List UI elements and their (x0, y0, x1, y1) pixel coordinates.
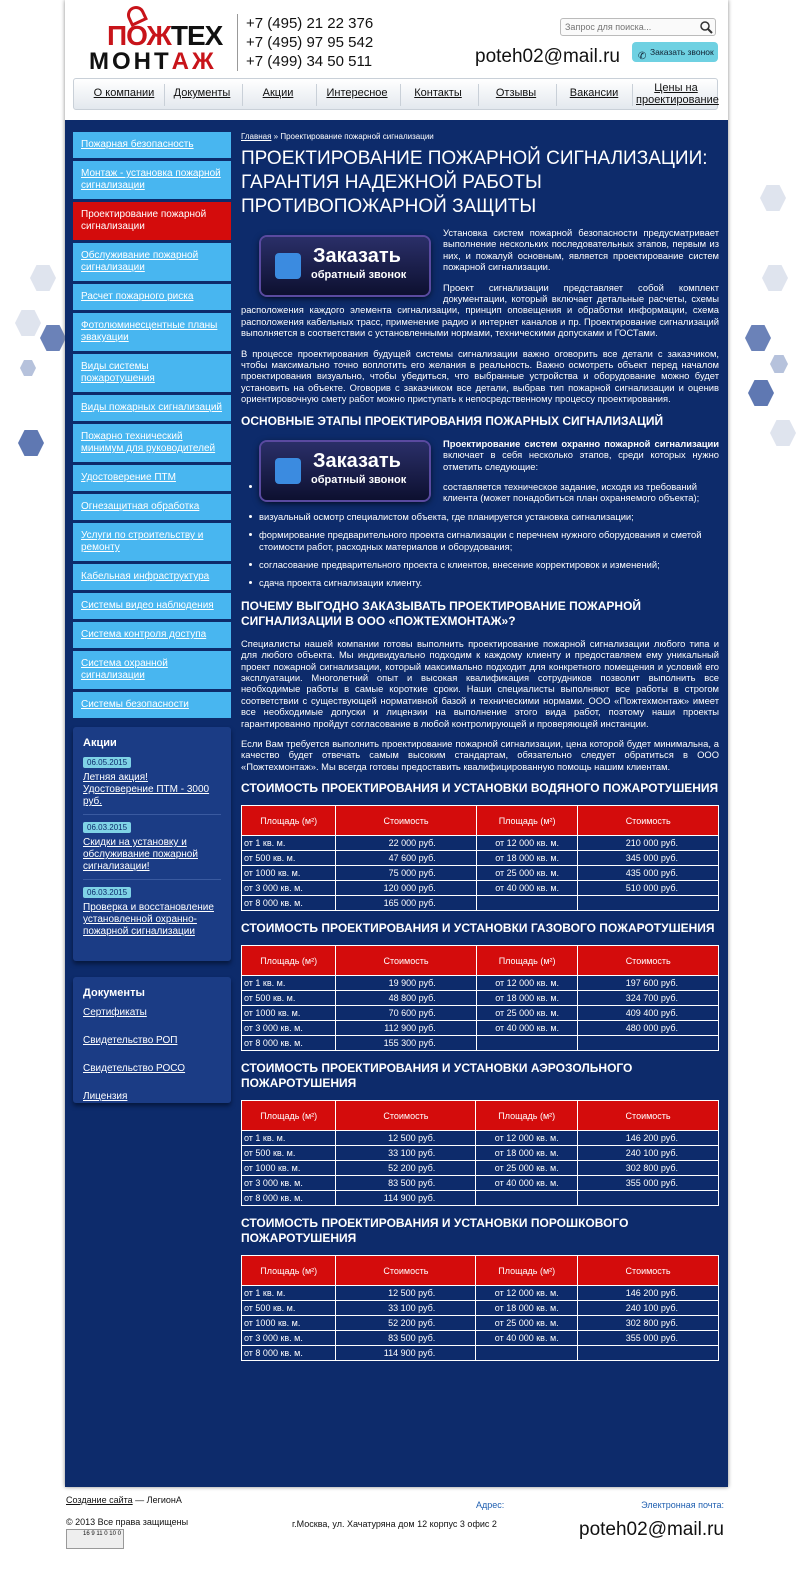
table-cell: от 500 кв. м. (242, 1301, 336, 1316)
news-item (83, 757, 221, 815)
price-table-title: СТОИМОСТЬ ПРОЕКТИРОВАНИЯ И УСТАНОВКИ ПОРОШКОВОГО ПОЖАРОТУШЕНИЯ (241, 1216, 629, 1246)
decor-hexagon (745, 325, 771, 351)
table-header: Площадь (м²) (242, 1256, 336, 1286)
address: г.Москва, ул. Хачатуряна дом 12 корпус 3 офис 2 (292, 1519, 497, 1529)
table-cell: от 1000 кв. м. (242, 1006, 336, 1021)
table-cell: 120 000 руб. (336, 881, 477, 896)
doc-link[interactable]: Свидетельство РОП (83, 1035, 178, 1046)
phone-number: +7 (495) 97 95 542 (246, 34, 374, 51)
table-cell: 197 600 руб. (578, 976, 719, 991)
table-cell: 155 300 руб. (336, 1036, 477, 1051)
decor-hexagon (15, 310, 41, 336)
table-cell: от 3 000 кв. м. (242, 1331, 336, 1346)
news-link[interactable]: Летняя акция! Удостоверение ПТМ - 3000 руб. (83, 772, 210, 807)
telephone-icon (275, 458, 301, 484)
callback-banner-button[interactable]: Заказать обратный звонок (261, 442, 429, 500)
table-cell: 114 900 руб. (336, 1346, 476, 1361)
table-cell: 33 100 руб. (336, 1301, 476, 1316)
price-table (241, 1100, 719, 1206)
sidebar-item[interactable]: Пожарно технический минимум для руководителей (73, 424, 231, 463)
nav-item-promos[interactable]: Акции (262, 87, 294, 99)
table-cell: 12 500 руб. (336, 1286, 476, 1301)
table-header: Площадь (м²) (476, 806, 578, 836)
address-label: Адрес: (476, 1500, 505, 1510)
table-cell: 302 800 руб. (578, 1316, 719, 1331)
sidebar-item[interactable]: Услуги по строительству и ремонту (73, 523, 231, 562)
news-link[interactable]: Проверка и восстановление установленной охранно-пожарной сигнализации (83, 902, 214, 937)
telephone-icon (275, 253, 301, 279)
news-link[interactable]: Скидки на установку и обслуживание пожарной сигнализации! (83, 837, 198, 872)
developer-link[interactable]: Создание сайта (66, 1495, 133, 1505)
sidebar-item[interactable]: Системы видео наблюдения (73, 593, 231, 620)
documents-title: Документы (83, 987, 145, 999)
paragraph: Специалисты нашей компании готовы выполнить проектирование пожарной сигнализации любого типа и для любого объекта. Мы индивидуально подходим к каждому клиенту и предоставляем ему уникальный проект пожарной сигнализации, который максимально подходит для конкретного помещения и условий его эксплуатации. Многолетний опыт и высокая квалификация сотрудников позволит выполнить все необходимые работы в самые короткие сроки. Наши специалисты выполняют все работы в строгом соответствии с существующей нормативной базой и техническими нормами. ООО «Пожтехмонтаж» имеет все необходимые допуски и лицензии на выполнение этого вида работ, поэтому наши проекты гарантированно пройдут согласование в любой контролирующей и проверяющей инстанции. (241, 637, 719, 729)
table-cell: 48 800 руб. (336, 991, 477, 1006)
table-cell: от 1000 кв. м. (242, 866, 336, 881)
search-input[interactable] (561, 19, 691, 35)
phone-number: +7 (495) 21 22 376 (246, 15, 374, 32)
price-table-title: СТОИМОСТЬ ПРОЕКТИРОВАНИЯ И УСТАНОВКИ АЭРОЗОЛЬНОГО ПОЖАРОТУШЕНИЯ (241, 1061, 633, 1091)
table-cell: от 25 000 кв. м. (476, 866, 578, 881)
table-cell: от 1 кв. м. (242, 836, 336, 851)
table-cell: от 8 000 кв. м. (242, 1191, 336, 1206)
page-title: ПРОЕКТИРОВАНИЕ ПОЖАРНОЙ СИГНАЛИЗАЦИИ: ГАРАНТИЯ НАДЕЖНОЙ РАБОТЫ ПРОТИВОПОЖАРНОЙ ЗАЩИТЫ (241, 148, 708, 217)
table-cell: 240 100 руб. (578, 1146, 719, 1161)
table-cell: 240 100 руб. (578, 1301, 719, 1316)
table-cell: 33 100 руб. (336, 1146, 476, 1161)
call-request-button[interactable]: ✆ Заказать звонок (632, 42, 718, 62)
callback-banner-button[interactable]: Заказать обратный звонок (261, 237, 429, 295)
table-cell (578, 1346, 719, 1361)
sidebar-item[interactable]: Фотолюминесцентные планы эвакуации (73, 313, 231, 352)
decor-hexagon (18, 430, 44, 456)
decor-hexagon (762, 265, 788, 291)
phone-icon: ✆ (638, 51, 647, 62)
table-cell: 83 500 руб. (336, 1331, 476, 1346)
table-cell: от 3 000 кв. м. (242, 881, 336, 896)
paragraph: Установка систем пожарной безопасности предусматривает выполнение нескольких последовательных этапов, первым из них, и пожалуй основным, является проектирование систем пожарной сигнализации. (443, 227, 719, 273)
doc-link[interactable]: Свидетельство РОСО (83, 1063, 186, 1074)
nav-item-vacancies[interactable]: Вакансии (569, 87, 619, 99)
table-cell: 22 000 руб. (336, 836, 477, 851)
sidebar-item[interactable]: Удостоверение ПТМ (73, 465, 231, 492)
phone-list (237, 14, 373, 71)
paragraph: Проектирование систем охранно пожарной сигнализации включает в себя несколько этапов, среди которых нужно отметить следующие: (443, 437, 719, 472)
main-container (65, 0, 728, 1487)
sidebar-item[interactable]: Виды пожарных сигнализаций (73, 395, 231, 422)
footer-email[interactable]: poteh02@mail.ru (579, 1519, 724, 1540)
table-cell: 210 000 руб. (578, 836, 719, 851)
table-cell: 83 500 руб. (336, 1176, 476, 1191)
sidebar-item[interactable]: Система охранной сигнализации (73, 651, 231, 690)
table-cell: 114 900 руб. (336, 1191, 476, 1206)
table-row (242, 866, 719, 881)
table-cell: 409 400 руб. (578, 1006, 719, 1021)
table-cell: 112 900 руб. (336, 1021, 477, 1036)
news-date: 06.03.2015 (83, 822, 131, 833)
sidebar-item[interactable]: Кабельная инфраструктура (73, 564, 231, 591)
table-cell (476, 1191, 578, 1206)
steps-list (241, 481, 719, 589)
table-cell: 75 000 руб. (336, 866, 477, 881)
doc-link[interactable]: Сертификаты (83, 1007, 147, 1018)
table-header: Стоимость (336, 806, 477, 836)
nav-item-reviews[interactable]: Отзывы (495, 87, 537, 99)
news-box (73, 727, 231, 961)
nav-item-interesting[interactable]: Интересное (326, 87, 388, 99)
list-item: визуальный осмотр специалистом объекта, где планируется установка сигнализации; (241, 511, 719, 522)
table-cell: от 25 000 кв. м. (476, 1316, 578, 1331)
documents-box (73, 977, 231, 1103)
sidebar (73, 132, 231, 1119)
table-cell: от 500 кв. м. (242, 1146, 336, 1161)
news-item (83, 887, 221, 944)
list-item: составляется техническое задание, исходя из требований клиента (может понадобиться план охраняемого объекта); (241, 481, 719, 504)
table-cell: 19 900 руб. (336, 976, 477, 991)
search-icon[interactable] (699, 20, 713, 34)
table-cell: 480 000 руб. (578, 1021, 719, 1036)
table-cell: от 8 000 кв. м. (242, 1346, 336, 1361)
breadcrumb: Главная » Проектирование пожарной сигнализации (241, 132, 434, 141)
table-header: Стоимость (578, 1101, 719, 1131)
decor-hexagon (748, 380, 774, 406)
table-row (242, 1346, 719, 1361)
price-tables (241, 781, 719, 1361)
table-cell: от 25 000 кв. м. (476, 1161, 578, 1176)
sidebar-item[interactable]: Виды системы пожаротушения (73, 354, 231, 393)
table-cell: 52 200 руб. (336, 1316, 476, 1331)
decor-hexagon (40, 325, 66, 351)
nav-item-contacts[interactable]: Контакты (414, 87, 462, 99)
table-cell: 510 000 руб. (578, 881, 719, 896)
table-row (242, 1286, 719, 1301)
list-item: сдача проекта сигнализации клиенту. (241, 577, 719, 588)
table-cell: от 500 кв. м. (242, 851, 336, 866)
table-row (242, 881, 719, 896)
breadcrumb-home[interactable]: Главная (241, 132, 272, 141)
table-cell (578, 1036, 719, 1051)
table-cell (578, 1191, 719, 1206)
table-cell: от 18 000 кв. м. (476, 851, 578, 866)
table-header: Стоимость (578, 1256, 719, 1286)
nav-item-documents[interactable]: Документы (173, 87, 231, 99)
table-cell: 12 500 руб. (336, 1131, 476, 1146)
table-cell: от 18 000 кв. м. (476, 991, 578, 1006)
table-header: Стоимость (336, 946, 477, 976)
table-row (242, 1176, 719, 1191)
decor-hexagon (760, 185, 786, 211)
sidebar-item[interactable]: Монтаж - установка пожарной сигнализации (73, 161, 231, 200)
table-cell: от 8 000 кв. м. (242, 896, 336, 911)
table-cell: от 40 000 кв. м. (476, 881, 578, 896)
main-content (241, 132, 719, 1371)
table-cell: 355 000 руб. (578, 1331, 719, 1346)
table-cell: от 500 кв. м. (242, 991, 336, 1006)
table-row (242, 896, 719, 911)
table-cell: от 12 000 кв. м. (476, 1286, 578, 1301)
table-row (242, 1316, 719, 1331)
table-header: Стоимость (336, 1101, 476, 1131)
header-email[interactable]: poteh02@mail.ru (475, 46, 620, 67)
table-header: Площадь (м²) (476, 946, 578, 976)
sidebar-item[interactable]: Система контроля доступа (73, 622, 231, 649)
table-row (242, 1191, 719, 1206)
table-cell: 47 600 руб. (336, 851, 477, 866)
table-cell: 146 200 руб. (578, 1286, 719, 1301)
paragraph: Проект сигнализации представляет собой комплект документации, который включает детальные расчеты, схемы расположения каждого элемента сигнализации, принцип оповещения и обработки информации, схема расположения кабельных трасс, применение радио и интернет каналов и пр. Проектирование сигнализаций выполняется в соответствии с установленными нормами, техническими допусками и ГОСТами. (241, 281, 719, 339)
table-cell: от 3 000 кв. м. (242, 1021, 336, 1036)
table-row (242, 836, 719, 851)
table-cell: 345 000 руб. (578, 851, 719, 866)
copyright: © 2013 Все права защищены (66, 1517, 189, 1527)
price-table-title: СТОИМОСТЬ ПРОЕКТИРОВАНИЯ И УСТАНОВКИ ВОДЯНОГО ПОЖАРОТУШЕНИЯ (241, 781, 719, 796)
list-item: формирование предварительного проекта сигнализации с перечнем нужного оборудования и сметой стоимости работ, расходных материалов и оборудования; (241, 529, 719, 552)
table-cell: от 25 000 кв. м. (476, 1006, 578, 1021)
table-header: Площадь (м²) (476, 1101, 578, 1131)
table-row (242, 991, 719, 1006)
price-table-title: СТОИМОСТЬ ПРОЕКТИРОВАНИЯ И УСТАНОВКИ ГАЗОВОГО ПОЖАРОТУШЕНИЯ (241, 921, 715, 936)
table-cell (476, 896, 578, 911)
section-heading: ОСНОВНЫЕ ЭТАПЫ ПРОЕКТИРОВАНИЯ ПОЖАРНЫХ СИГНАЛИЗАЦИЙ (241, 413, 664, 428)
table-row (242, 1006, 719, 1021)
table-cell: от 40 000 кв. м. (476, 1021, 578, 1036)
table-row (242, 1036, 719, 1051)
table-cell: от 12 000 кв. м. (476, 976, 578, 991)
table-row (242, 976, 719, 991)
table-cell: 146 200 руб. (578, 1131, 719, 1146)
header (65, 0, 728, 120)
decor-hexagon (770, 355, 788, 373)
table-header: Площадь (м²) (242, 946, 336, 976)
search-box (560, 18, 716, 36)
decor-hexagon (770, 420, 796, 446)
table-cell: от 1 кв. м. (242, 1286, 336, 1301)
table-row (242, 1021, 719, 1036)
email-label: Электронная почта: (641, 1500, 724, 1510)
table-cell: от 1000 кв. м. (242, 1316, 336, 1331)
sidebar-menu (73, 132, 231, 719)
nav-item-about[interactable]: О компании (93, 87, 155, 99)
news-title: Акции (83, 737, 117, 749)
price-table (241, 945, 719, 1051)
table-cell: от 18 000 кв. м. (476, 1146, 578, 1161)
visit-counter[interactable]: 16 9 11 0 10 0 (66, 1529, 124, 1549)
news-item (83, 822, 221, 880)
decor-hexagon (30, 265, 56, 291)
price-table (241, 805, 719, 911)
table-cell: от 1000 кв. м. (242, 1161, 336, 1176)
top-nav (73, 78, 718, 110)
table-cell (476, 1036, 578, 1051)
paragraph: Если Вам требуется выполнить проектирование пожарной сигнализации, цена которой будет минимальна, а качество будет отвечать самым высоким стандартам, обязательно следует обратиться в ООО «Пожтехмонтаж». Мы всегда готовы предоставить квалифицированную помощь нашим клиентам. (241, 738, 719, 772)
table-cell: 355 000 руб. (578, 1176, 719, 1191)
table-row (242, 1131, 719, 1146)
sidebar-item[interactable]: Расчет пожарного риска (73, 284, 231, 311)
table-cell: 165 000 руб. (336, 896, 477, 911)
table-header: Площадь (м²) (242, 1101, 336, 1131)
price-table (241, 1255, 719, 1361)
table-cell: 435 000 руб. (578, 866, 719, 881)
table-cell: 70 600 руб. (336, 1006, 477, 1021)
table-cell: от 1 кв. м. (242, 976, 336, 991)
table-cell: от 3 000 кв. м. (242, 1176, 336, 1191)
phone-number: +7 (499) 34 50 511 (246, 53, 373, 70)
doc-link[interactable]: Лицензия (83, 1091, 128, 1102)
table-cell: от 1 кв. м. (242, 1131, 336, 1146)
table-row (242, 851, 719, 866)
paragraph: В процессе проектирования будущей системы сигнализации важно оговорить все детали с заказчиком, чтобы максимально точно воплотить его желания в реальность. Важно осмотреть объект перед началом проектирования визуально, чтобы убедиться, что выбранные устройства и оборудование можно будет установить на объекте. Оговорив с заказчиком все детали, выбрав тип пожарной сигнализации и оценив ориентировочную смету работ можно приступать к непосредственному процессу проектирования. (241, 347, 719, 405)
sidebar-item[interactable]: Пожарная безопасность (73, 132, 231, 159)
table-header: Стоимость (578, 806, 719, 836)
sidebar-item[interactable]: Обслуживание пожарной сигнализации (73, 243, 231, 282)
table-row (242, 1146, 719, 1161)
table-header: Площадь (м²) (476, 1256, 578, 1286)
table-header: Стоимость (336, 1256, 476, 1286)
decor-hexagon (20, 360, 36, 376)
table-cell: от 12 000 кв. м. (476, 1131, 578, 1146)
sidebar-item[interactable]: Проектирование пожарной сигнализации (73, 202, 231, 241)
table-cell: 324 700 руб. (578, 991, 719, 1006)
table-row (242, 1161, 719, 1176)
table-cell: от 12 000 кв. м. (476, 836, 578, 851)
developer-credit: Создание сайта — ЛегионА (66, 1495, 182, 1505)
sidebar-item[interactable]: Системы безопасности (73, 692, 231, 719)
section-heading: ПОЧЕМУ ВЫГОДНО ЗАКАЗЫВАТЬ ПРОЕКТИРОВАНИЕ ПОЖАРНОЙ СИГНАЛИЗАЦИИ В ООО «ПОЖТЕХМОНТАЖ»? (241, 598, 642, 628)
table-cell: 302 800 руб. (578, 1161, 719, 1176)
nav-item-prices[interactable]: Цены на проектирование (636, 82, 719, 106)
table-cell (476, 1346, 578, 1361)
table-cell (578, 896, 719, 911)
table-cell: от 40 000 кв. м. (476, 1331, 578, 1346)
table-row (242, 1331, 719, 1346)
news-date: 06.03.2015 (83, 887, 131, 898)
table-cell: от 18 000 кв. м. (476, 1301, 578, 1316)
table-header: Площадь (м²) (242, 806, 336, 836)
table-cell: от 8 000 кв. м. (242, 1036, 336, 1051)
list-item: согласование предварительного проекта с клиентов, внесение корректировок и изменений; (241, 559, 719, 570)
table-cell: 52 200 руб. (336, 1161, 476, 1176)
table-cell: от 40 000 кв. м. (476, 1176, 578, 1191)
table-header: Стоимость (578, 946, 719, 976)
sidebar-item[interactable]: Огнезащитная обработка (73, 494, 231, 521)
logo[interactable]: ПОЖТЕХ МОНТАЖ (87, 10, 227, 70)
news-date: 06.05.2015 (83, 757, 131, 768)
table-row (242, 1301, 719, 1316)
